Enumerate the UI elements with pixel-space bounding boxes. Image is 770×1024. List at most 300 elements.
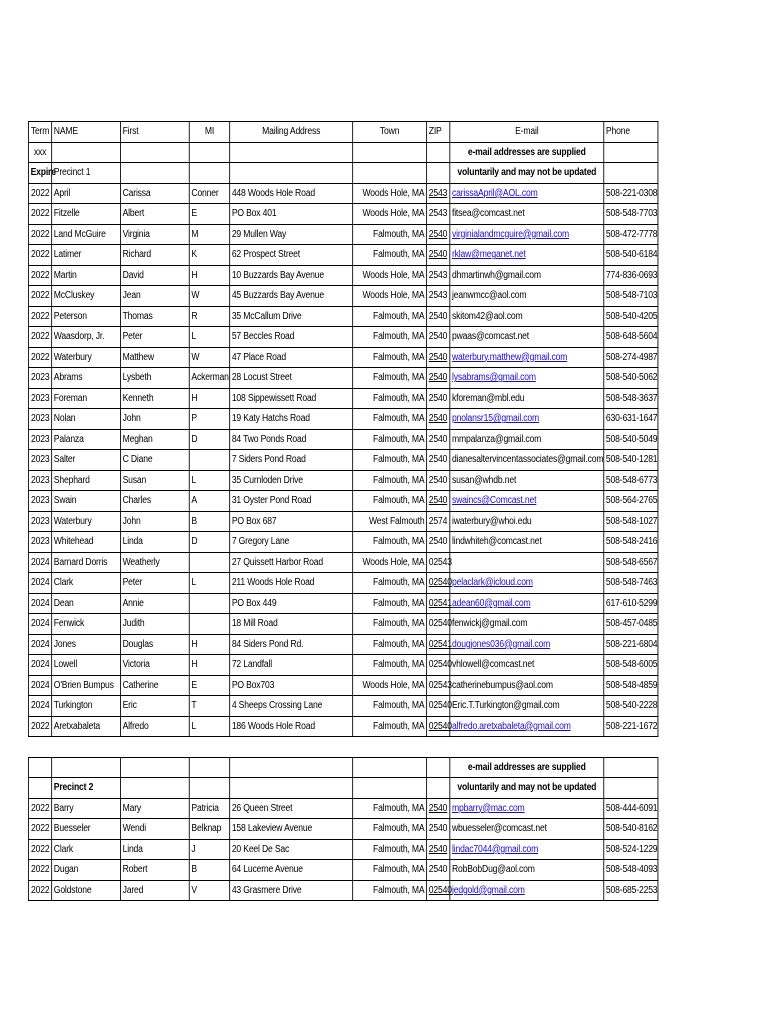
voluntary-note-2: voluntarily and may not be updated [450, 778, 604, 799]
email-cell [450, 614, 604, 635]
email-cell[interactable] [450, 224, 604, 245]
zip-cell: 2540 [427, 347, 450, 368]
first-cell: Victoria [120, 655, 189, 676]
address-cell: 29 Mullen Way [230, 224, 353, 245]
email-text: vhlowell@comcast.net [451, 659, 535, 671]
address-cell: 84 Siders Pond Rd. [230, 634, 353, 655]
phone-cell: 508-548-2416 [604, 532, 658, 553]
table-row [28, 511, 658, 532]
phone-cell: 508-540-8162 [604, 819, 658, 840]
zip-cell: 2543 [427, 286, 450, 307]
town-cell: Falmouth, MA [353, 388, 427, 409]
term-cell: 2022 [28, 347, 51, 368]
town-cell: Falmouth, MA [353, 655, 427, 676]
expire-cell: Expire [28, 163, 51, 184]
mi-cell [189, 593, 229, 614]
table-row [28, 450, 658, 471]
mi-cell: L [189, 716, 229, 737]
mi-cell: H [189, 388, 229, 409]
phone-cell: 508-548-7463 [604, 573, 658, 594]
phone-cell: 508-472-7778 [604, 224, 658, 245]
table-row [28, 860, 658, 881]
xxx-cell: xxx [28, 142, 51, 163]
zip-cell: 2540 [427, 470, 450, 491]
name-cell: Goldstone [52, 880, 121, 901]
zip-cell: 2540 [427, 409, 450, 430]
name-cell: Swain [52, 491, 121, 512]
phone-cell: 508-548-6773 [604, 470, 658, 491]
col-email: E-mail [450, 122, 604, 143]
town-cell: Falmouth, MA [353, 634, 427, 655]
zip-cell: 02540 [427, 614, 450, 635]
table-row [28, 470, 658, 491]
mi-cell: D [189, 532, 229, 553]
phone-cell: 508-221-1672 [604, 716, 658, 737]
zip-cell: 02540 [427, 696, 450, 717]
zip-cell: 2540 [427, 306, 450, 327]
zip-cell: 02541 [427, 634, 450, 655]
table-row [28, 532, 658, 553]
mi-cell [189, 614, 229, 635]
address-cell: 47 Place Road [230, 347, 353, 368]
term-cell: 2024 [28, 552, 51, 573]
table-row [28, 634, 658, 655]
phone-cell: 508-540-5049 [604, 429, 658, 450]
email-text: skitom42@aol.com [451, 310, 523, 322]
address-cell: 57 Beccles Road [230, 327, 353, 348]
first-cell: Peter [120, 573, 189, 594]
first-cell: Linda [120, 532, 189, 553]
table-row [28, 224, 658, 245]
note-row [28, 142, 658, 163]
zip-cell: 2540 [427, 327, 450, 348]
town-cell: Falmouth, MA [353, 839, 427, 860]
mi-cell: P [189, 409, 229, 430]
term-cell: 2023 [28, 532, 51, 553]
zip-cell: 2574 [427, 511, 450, 532]
mi-cell: Belknap [189, 819, 229, 840]
email-link[interactable]: pnolansr15@gmail.com [451, 413, 540, 425]
table-row [28, 429, 658, 450]
email-text: Eric.T.Turkington@gmail.com [451, 700, 560, 712]
term-cell: 2024 [28, 655, 51, 676]
term-cell: 2023 [28, 388, 51, 409]
email-cell [450, 286, 604, 307]
name-cell: Turkington [52, 696, 121, 717]
town-cell: Woods Hole, MA [353, 204, 427, 225]
email-link[interactable]: adean60@gmail.com [451, 597, 531, 609]
phone-cell: 508-457-0485 [604, 614, 658, 635]
address-cell: 31 Oyster Pond Road [230, 491, 353, 512]
email-cell[interactable] [450, 839, 604, 860]
address-cell: 20 Keel De Sac [230, 839, 353, 860]
address-cell: 211 Woods Hole Road [230, 573, 353, 594]
mi-cell: W [189, 347, 229, 368]
first-cell: John [120, 409, 189, 430]
email-text: jeanwmcc@aol.com [451, 290, 527, 302]
address-cell: 26 Queen Street [230, 798, 353, 819]
first-cell: Jared [120, 880, 189, 901]
email-cell[interactable] [450, 716, 604, 737]
roster-table [28, 121, 658, 901]
email-text: kforeman@mbl.edu [451, 392, 525, 404]
name-cell: Foreman [52, 388, 121, 409]
town-cell: Falmouth, MA [353, 306, 427, 327]
email-note: e-mail addresses are supplied [450, 142, 604, 163]
name-cell: Land McGuire [52, 224, 121, 245]
table-row [28, 880, 658, 901]
town-cell: Falmouth, MA [353, 573, 427, 594]
email-link[interactable]: dougjones036@gmail.com [451, 638, 551, 650]
term-cell: 2022 [28, 245, 51, 266]
zip-cell: 2543 [427, 265, 450, 286]
email-cell [450, 511, 604, 532]
phone-cell: 508-540-5062 [604, 368, 658, 389]
first-cell: Annie [120, 593, 189, 614]
address-cell: 35 Curnloden Drive [230, 470, 353, 491]
zip-cell: 2540 [427, 245, 450, 266]
mi-cell [189, 450, 229, 471]
term-cell: 2022 [28, 286, 51, 307]
phone-cell: 508-548-7703 [604, 204, 658, 225]
table-row [28, 183, 658, 204]
email-cell [450, 819, 604, 840]
table-row [28, 573, 658, 594]
table-row [28, 614, 658, 635]
email-link[interactable]: lysabrams@gmail.com [451, 372, 536, 384]
mi-cell: A [189, 491, 229, 512]
zip-cell: 2540 [427, 860, 450, 881]
email-cell[interactable] [450, 491, 604, 512]
mi-cell: Ackerman [189, 368, 229, 389]
zip-cell: 02540 [427, 716, 450, 737]
address-cell: 19 Katy Hatchs Road [230, 409, 353, 430]
email-link[interactable]: jedgold@gmail.com [451, 884, 525, 896]
term-cell: 2023 [28, 491, 51, 512]
table-row [28, 245, 658, 266]
email-cell [450, 655, 604, 676]
phone-cell: 508-685-2253 [604, 880, 658, 901]
name-cell: Peterson [52, 306, 121, 327]
phone-cell: 508-548-6567 [604, 552, 658, 573]
term-cell: 2022 [28, 265, 51, 286]
phone-cell: 508-648-5604 [604, 327, 658, 348]
name-cell: Fitzelle [52, 204, 121, 225]
first-cell: John [120, 511, 189, 532]
address-cell: 35 McCallum Drive [230, 306, 353, 327]
first-cell: Richard [120, 245, 189, 266]
header-row [28, 122, 658, 143]
name-cell: Salter [52, 450, 121, 471]
first-cell: Weatherly [120, 552, 189, 573]
term-cell: 2022 [28, 819, 51, 840]
address-cell: 28 Locust Street [230, 368, 353, 389]
table-row [28, 593, 658, 614]
name-cell: Barnard Dorris [52, 552, 121, 573]
address-cell: 27 Quissett Harbor Road [230, 552, 353, 573]
email-cell[interactable] [450, 183, 604, 204]
phone-cell: 508-540-4205 [604, 306, 658, 327]
town-cell: Falmouth, MA [353, 798, 427, 819]
zip-cell: 2540 [427, 429, 450, 450]
email-text: dianesaltervincentassociates@gmail.com [451, 454, 604, 466]
first-cell: David [120, 265, 189, 286]
zip-cell: 2540 [427, 224, 450, 245]
email-cell[interactable] [450, 347, 604, 368]
town-cell: Falmouth, MA [353, 470, 427, 491]
zip-cell: 2540 [427, 388, 450, 409]
phone-cell: 630-631-1647 [604, 409, 658, 430]
phone-cell: 508-524-1229 [604, 839, 658, 860]
first-cell: Matthew [120, 347, 189, 368]
col-phone: Phone [604, 122, 658, 143]
mi-cell: R [189, 306, 229, 327]
zip-cell: 02540 [427, 880, 450, 901]
name-cell: Palanza [52, 429, 121, 450]
first-cell: Susan [120, 470, 189, 491]
term-cell: 2022 [28, 860, 51, 881]
address-cell: 18 Mill Road [230, 614, 353, 635]
term-cell: 2023 [28, 429, 51, 450]
zip-cell: 02540 [427, 573, 450, 594]
phone-cell: 508-548-1027 [604, 511, 658, 532]
email-text: susan@whdb.net [451, 474, 517, 486]
zip-cell: 02540 [427, 655, 450, 676]
term-cell: 2022 [28, 183, 51, 204]
email-link[interactable]: alfredo.aretxabaleta@gmail.com [451, 720, 571, 732]
address-cell: 62 Prospect Street [230, 245, 353, 266]
email-link[interactable]: lindac7044@gmail.com [451, 843, 539, 855]
town-cell: Woods Hole, MA [353, 552, 427, 573]
term-cell: 2022 [28, 716, 51, 737]
phone-cell: 508-540-6184 [604, 245, 658, 266]
name-cell: McCluskey [52, 286, 121, 307]
town-cell: Falmouth, MA [353, 245, 427, 266]
zip-cell: 2540 [427, 491, 450, 512]
term-cell: 2022 [28, 224, 51, 245]
email-text: dhmartinwh@gmail.com [451, 269, 541, 281]
email-cell[interactable] [450, 880, 604, 901]
precinct-2-row [28, 778, 658, 799]
town-cell: Falmouth, MA [353, 429, 427, 450]
name-cell: Waterbury [52, 347, 121, 368]
col-address: Mailing Address [230, 122, 353, 143]
table-row [28, 388, 658, 409]
town-cell: Falmouth, MA [353, 716, 427, 737]
town-cell: Woods Hole, MA [353, 265, 427, 286]
first-cell: Thomas [120, 306, 189, 327]
mi-cell: K [189, 245, 229, 266]
email-cell[interactable] [450, 245, 604, 266]
mi-cell: E [189, 675, 229, 696]
mi-cell: J [189, 839, 229, 860]
email-link[interactable]: waterbury.matthew@gmail.com [451, 351, 568, 363]
mi-cell: B [189, 511, 229, 532]
email-cell[interactable] [450, 409, 604, 430]
town-cell: Falmouth, MA [353, 614, 427, 635]
town-cell: Falmouth, MA [353, 880, 427, 901]
term-cell: 2023 [28, 511, 51, 532]
first-cell: Meghan [120, 429, 189, 450]
email-cell[interactable] [450, 634, 604, 655]
address-cell: 4 Sheeps Crossing Lane [230, 696, 353, 717]
term-cell: 2022 [28, 306, 51, 327]
name-cell: Jones [52, 634, 121, 655]
table-row [28, 716, 658, 737]
table-row [28, 655, 658, 676]
email-cell [450, 429, 604, 450]
town-cell: Woods Hole, MA [353, 675, 427, 696]
email-cell[interactable] [450, 573, 604, 594]
table-row [28, 327, 658, 348]
zip-cell: 2540 [427, 368, 450, 389]
address-cell: 10 Buzzards Bay Avenue [230, 265, 353, 286]
phone-cell: 508-540-1281 [604, 450, 658, 471]
address-cell: 158 Lakeview Avenue [230, 819, 353, 840]
first-cell: Lysbeth [120, 368, 189, 389]
first-cell: Wendi [120, 819, 189, 840]
email-cell [450, 327, 604, 348]
email-cell [450, 470, 604, 491]
mi-cell: L [189, 573, 229, 594]
email-link[interactable]: carissaApril@AOL.com [451, 187, 538, 199]
mi-cell: L [189, 327, 229, 348]
col-mi: MI [189, 122, 229, 143]
first-cell: Robert [120, 860, 189, 881]
name-cell: Martin [52, 265, 121, 286]
email-cell [450, 450, 604, 471]
col-term: Term [28, 122, 51, 143]
phone-cell: 508-548-3637 [604, 388, 658, 409]
table-row [28, 819, 658, 840]
name-cell: Abrams [52, 368, 121, 389]
first-cell: Eric [120, 696, 189, 717]
phone-cell: 508-221-0308 [604, 183, 658, 204]
mi-cell: E [189, 204, 229, 225]
term-cell: 2022 [28, 204, 51, 225]
first-cell: C Diane [120, 450, 189, 471]
mi-cell: D [189, 429, 229, 450]
address-cell: 108 Sippewissett Road [230, 388, 353, 409]
email-cell [450, 204, 604, 225]
first-cell: Alfredo [120, 716, 189, 737]
email-cell [450, 696, 604, 717]
name-cell: Waasdorp, Jr. [52, 327, 121, 348]
email-cell[interactable] [450, 798, 604, 819]
zip-cell: 2540 [427, 532, 450, 553]
precinct-1-row [28, 163, 658, 184]
email-text: fitsea@comcast.net [451, 208, 525, 220]
town-cell: Falmouth, MA [353, 368, 427, 389]
zip-cell: 02541 [427, 593, 450, 614]
zip-cell: 2540 [427, 798, 450, 819]
mi-cell: H [189, 634, 229, 655]
first-cell: Douglas [120, 634, 189, 655]
term-cell: 2023 [28, 409, 51, 430]
email-cell [450, 306, 604, 327]
address-cell: PO Box703 [230, 675, 353, 696]
town-cell: Woods Hole, MA [353, 183, 427, 204]
phone-cell: 508-221-6804 [604, 634, 658, 655]
table-row [28, 839, 658, 860]
precinct-1-label: Precinct 1 [52, 163, 121, 184]
email-link[interactable]: swaincs@Comcast.net [451, 495, 537, 507]
address-cell: PO Box 401 [230, 204, 353, 225]
term-cell: 2022 [28, 880, 51, 901]
town-cell: Falmouth, MA [353, 347, 427, 368]
first-cell: Jean [120, 286, 189, 307]
name-cell: Shephard [52, 470, 121, 491]
town-cell: West Falmouth [353, 511, 427, 532]
email-link[interactable]: virginialandmcguire@gmail.com [451, 228, 570, 240]
town-cell: Falmouth, MA [353, 696, 427, 717]
email-cell [450, 388, 604, 409]
town-cell: Falmouth, MA [353, 532, 427, 553]
email-cell[interactable] [450, 593, 604, 614]
address-cell: 7 Gregory Lane [230, 532, 353, 553]
address-cell: 43 Grasmere Drive [230, 880, 353, 901]
name-cell: Whitehead [52, 532, 121, 553]
term-cell: 2022 [28, 839, 51, 860]
zip-cell: 02543 [427, 552, 450, 573]
email-cell [450, 675, 604, 696]
address-cell: PO Box 449 [230, 593, 353, 614]
name-cell: Buesseler [52, 819, 121, 840]
email-text: iwaterbury@whoi.edu [451, 515, 532, 527]
email-text: catherinebumpus@aol.com [451, 679, 553, 691]
email-link[interactable]: rklaw@meganet.net [451, 249, 526, 261]
name-cell: Waterbury [52, 511, 121, 532]
first-cell: Virginia [120, 224, 189, 245]
col-town: Town [353, 122, 427, 143]
email-cell[interactable] [450, 368, 604, 389]
first-cell: Catherine [120, 675, 189, 696]
table-row [28, 491, 658, 512]
note-row-2 [28, 757, 658, 778]
col-first: First [120, 122, 189, 143]
address-cell: 7 Siders Pond Road [230, 450, 353, 471]
mi-cell: B [189, 860, 229, 881]
address-cell: 45 Buzzards Bay Avenue [230, 286, 353, 307]
term-cell: 2024 [28, 634, 51, 655]
address-cell: 64 Lucerne Avenue [230, 860, 353, 881]
email-text: fenwickj@gmail.com [451, 618, 528, 630]
table-row [28, 696, 658, 717]
term-cell: 2022 [28, 798, 51, 819]
mi-cell: Conner [189, 183, 229, 204]
phone-cell: 508-564-2765 [604, 491, 658, 512]
mi-cell [189, 552, 229, 573]
term-cell: 2024 [28, 675, 51, 696]
email-link[interactable]: mpbarry@mac.com [451, 802, 525, 814]
town-cell: Falmouth, MA [353, 491, 427, 512]
zip-cell: 2543 [427, 183, 450, 204]
town-cell: Falmouth, MA [353, 593, 427, 614]
email-cell [450, 265, 604, 286]
first-cell: Peter [120, 327, 189, 348]
name-cell: Nolan [52, 409, 121, 430]
first-cell: Linda [120, 839, 189, 860]
email-text: wbuesseler@comcast.net [451, 823, 547, 835]
name-cell: Latimer [52, 245, 121, 266]
email-link[interactable]: pelaclark@icloud.com [451, 577, 533, 589]
phone-cell: 617-610-5299 [604, 593, 658, 614]
address-cell: 72 Landfall [230, 655, 353, 676]
name-cell: O'Brien Bumpus [52, 675, 121, 696]
email-text: lindwhiteh@comcast.net [451, 536, 542, 548]
table-row [28, 798, 658, 819]
email-cell [450, 532, 604, 553]
